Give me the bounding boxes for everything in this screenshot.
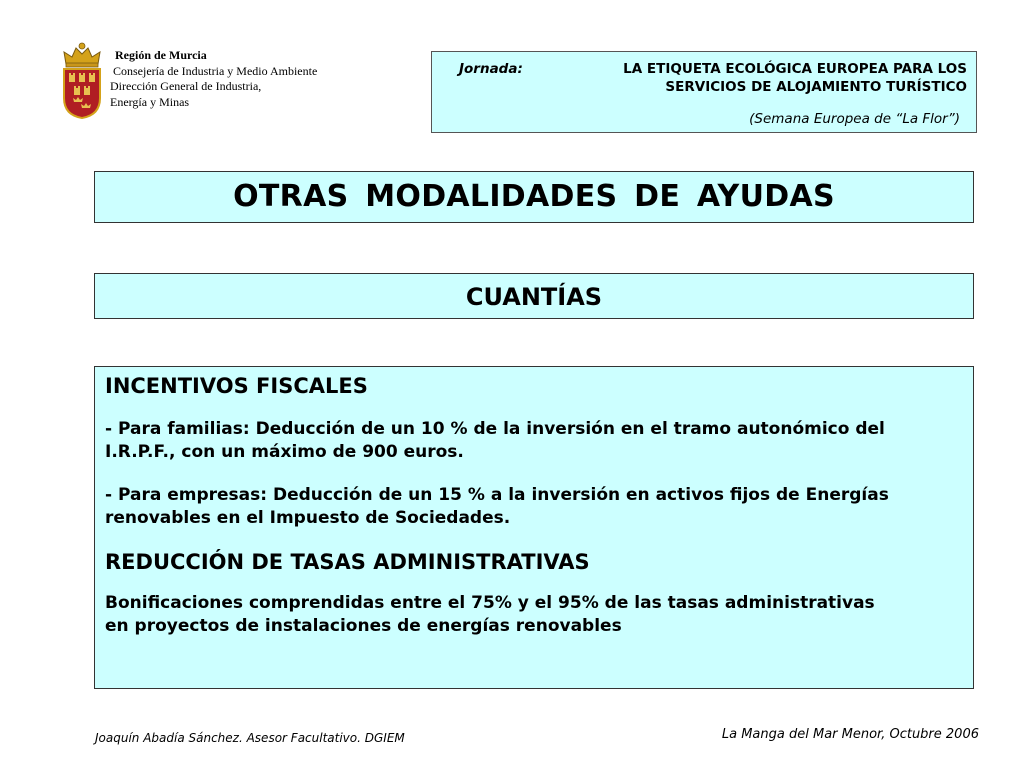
familias-line-1: - Para familias: Deducción de un 10 % de la inversión en el tramo autonómico del xyxy=(105,419,885,439)
familias-line-2: I.R.P.F., con un máximo de 900 euros. xyxy=(105,442,464,462)
content-box xyxy=(94,366,974,689)
org-region: Región de Murcia xyxy=(115,48,207,62)
fiscal-heading: INCENTIVOS FISCALES xyxy=(105,374,368,398)
footer-place-date: La Manga del Mar Menor, Octubre 2006 xyxy=(721,727,979,742)
familias-paragraph xyxy=(105,418,963,464)
empresas-paragraph xyxy=(105,484,963,530)
organization-block xyxy=(110,48,317,110)
jornada-subtitle: (Semana Europea de “La Flor”) xyxy=(749,111,960,127)
footer-author: Joaquín Abadía Sánchez. Asesor Facultativo. DGIEM xyxy=(95,731,405,745)
org-energia: Energía y Minas xyxy=(110,94,190,109)
bonificaciones-paragraph xyxy=(105,592,963,638)
jornada-title-line-2: SERVICIOS DE ALOJAMIENTO TURÍSTICO xyxy=(665,79,967,95)
section-subtitle-box xyxy=(94,273,974,319)
page-title-box xyxy=(94,171,974,223)
section-subtitle: CUANTÍAS xyxy=(465,283,603,311)
tasas-heading: REDUCCIÓN DE TASAS ADMINISTRATIVAS xyxy=(105,550,590,574)
org-direccion: Dirección General de Industria, xyxy=(110,79,262,93)
jornada-box xyxy=(431,51,977,133)
jornada-label: Jornada: xyxy=(459,61,523,77)
org-consejeria: Consejería de Industria y Medio Ambiente xyxy=(113,63,318,78)
bonificaciones-line-1: Bonificaciones comprendidas entre el 75% y el 95% de las tasas administrativas xyxy=(105,593,875,613)
empresas-line-1: - Para empresas: Deducción de un 15 % a la inversión en activos fijos de Energías xyxy=(105,485,889,505)
jornada-title xyxy=(547,60,967,96)
jornada-title-line-1: LA ETIQUETA ECOLÓGICA EUROPEA PARA LOS xyxy=(623,61,967,77)
region-murcia-coat-of-arms xyxy=(60,42,104,120)
empresas-line-2: renovables en el Impuesto de Sociedades. xyxy=(105,508,511,528)
page-title: OTRAS MODALIDADES DE AYUDAS xyxy=(233,179,835,214)
bonificaciones-line-2: en proyectos de instalaciones de energías renovables xyxy=(105,616,622,636)
